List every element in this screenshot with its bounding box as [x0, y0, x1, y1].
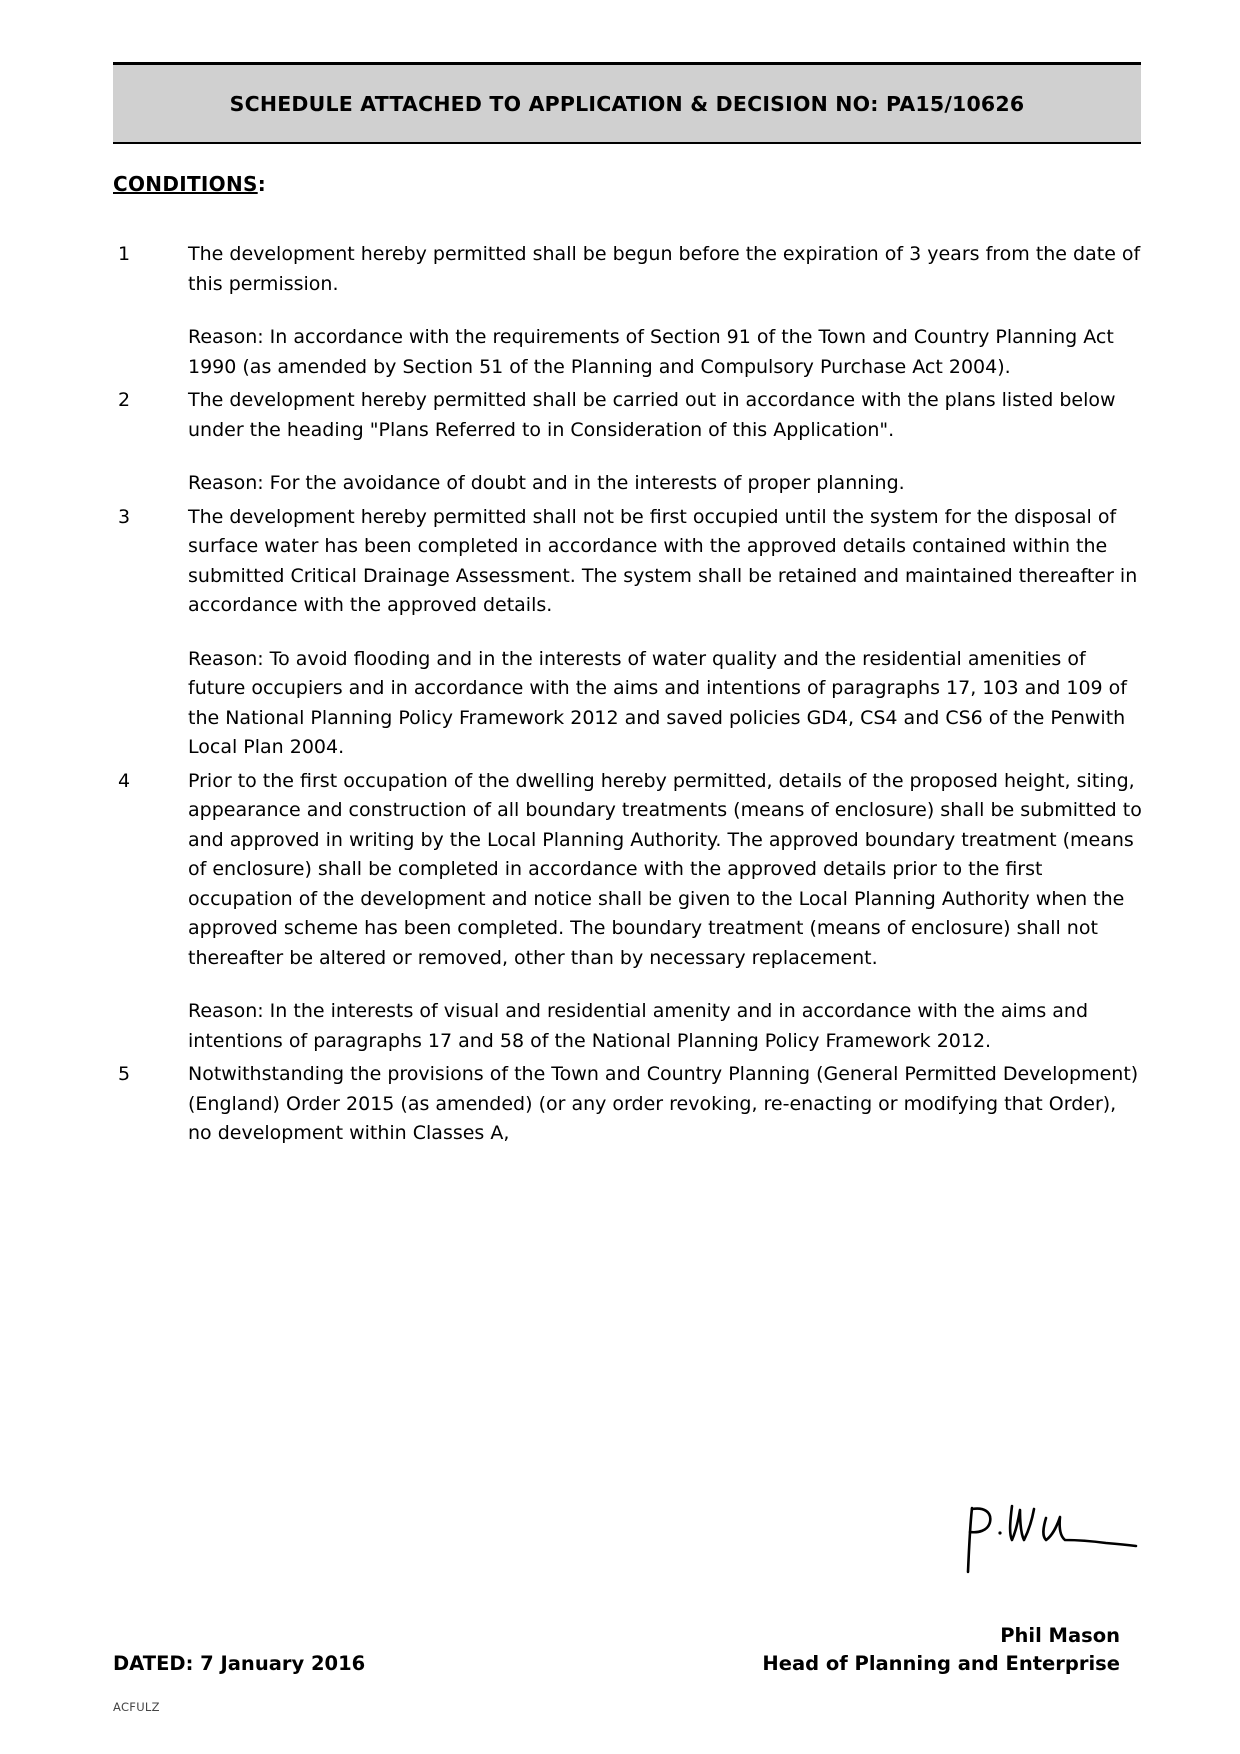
page-title: SCHEDULE ATTACHED TO APPLICATION & DECISION NO: PA15/10626: [229, 91, 1025, 116]
condition-body: [188, 240, 1143, 382]
conditions-heading-colon: :: [257, 172, 267, 196]
condition-item: [113, 1060, 1143, 1149]
condition-paragraph: The development hereby permitted shall be carried out in accordance with the plans listed below under the heading "Plans Referred to in Consideration of this Application".: [188, 389, 1116, 441]
condition-item: [113, 503, 1143, 763]
condition-body: [188, 386, 1143, 499]
condition-reason: Reason: To avoid flooding and in the interests of water quality and the residential amenities of future occupiers and in accordance with the aims and intentions of paragraphs 17, 103 and 109 of the National Planning Policy Framework 2012 and saved policies GD4, CS4 and CS6 of the Penwith Local Plan 2004.: [188, 647, 1127, 758]
condition-number: 1: [118, 243, 131, 265]
condition-paragraph: The development hereby permitted shall not be first occupied until the system for the disposal of surface water has been completed in accordance with the approved details contained within the submitted Critical Drainage Assessment. The system shall be retained and maintained thereafter in accordance with the approved details.: [188, 505, 1138, 616]
conditions-list: [113, 240, 1143, 1153]
signatory-role: Head of Planning and Enterprise: [762, 1652, 1120, 1675]
handwritten-signature-icon: [960, 1500, 1150, 1590]
condition-paragraph: Notwithstanding the provisions of the Town and Country Planning (General Permitted Development) (England) Order 2015 (as amended) (or any order revoking, re-enacting or modifying that Order), no development within Classes A,: [188, 1063, 1139, 1144]
condition-body: [188, 503, 1143, 763]
condition-number: 3: [118, 505, 131, 528]
conditions-heading-label: CONDITIONS: [113, 172, 258, 196]
schedule-header-banner: [113, 62, 1141, 144]
condition-item: [113, 240, 1143, 382]
condition-number: 5: [118, 1063, 131, 1085]
condition-number: 4: [118, 769, 131, 792]
condition-item: [113, 767, 1143, 1057]
condition-body: [188, 1060, 1143, 1149]
conditions-heading: [113, 172, 266, 196]
condition-number: 2: [118, 389, 131, 411]
condition-reason: Reason: In the interests of visual and residential amenity and in accordance with the aims and intentions of paragraphs 17 and 58 of the National Planning Policy Framework 2012.: [188, 1000, 1089, 1052]
condition-paragraph: The development hereby permitted shall be begun before the expiration of 3 years from the date of this permission.: [188, 243, 1141, 295]
condition-item: [113, 386, 1143, 499]
condition-paragraph: Prior to the first occupation of the dwelling hereby permitted, details of the proposed height, siting, appearance and construction of all boundary treatments (means of enclosure) shall be submitted to and approved in writing by the Local Planning Authority. The approved boundary treatment (means of enclosure) shall be completed in accordance with the approved details prior to the first occupation of the development and notice shall be given to the Local Planning Authority when the approved scheme has been completed. The boundary treatment (means of enclosure) shall not thereafter be altered or removed, other than by necessary replacement.: [188, 769, 1142, 969]
dated-label: DATED: 7 January 2016: [113, 1652, 366, 1675]
condition-reason: Reason: For the avoidance of doubt and in the interests of proper planning.: [188, 472, 905, 494]
condition-reason: Reason: In accordance with the requirements of Section 91 of the Town and Country Planning Act 1990 (as amended by Section 51 of the Planning and Compulsory Purchase Act 2004).: [188, 326, 1114, 378]
signatory-name: Phil Mason: [1000, 1624, 1120, 1647]
condition-body: [188, 767, 1143, 1057]
document-code: ACFULZ: [113, 1700, 160, 1714]
